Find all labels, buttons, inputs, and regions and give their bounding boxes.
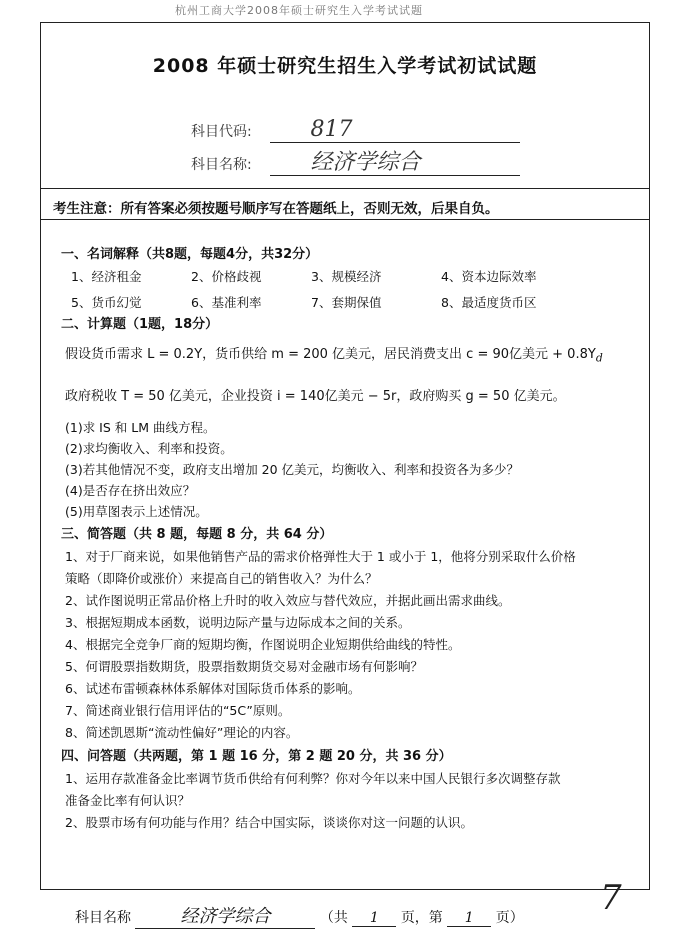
list-item: 4、根据完全竞争厂商的短期均衡，作图说明企业短期供给曲线的特性。 [65, 637, 461, 652]
list-item: 6、试述布雷顿森林体系解体对国际货币体系的影响。 [65, 681, 361, 696]
list-item: 策略（即降价或涨价）来提高自己的销售收入？为什么？ [65, 571, 378, 586]
page-footer [75, 902, 524, 929]
section-heading-1: 一、名词解释（共8题，每题4分，共32分） [61, 247, 319, 262]
list-item: 2、试作图说明正常品价格上升时的收入效应与替代效应，并据此画出需求曲线。 [65, 593, 511, 608]
footer-subject-name: 经济学综合 [135, 902, 315, 929]
margin-handwritten-mark: 7 [600, 878, 622, 918]
page-title: 2008 年硕士研究生招生入学考试初试试题 [152, 55, 538, 77]
footer-suffix: 页） [495, 910, 524, 926]
list-item: 3、规模经济 [311, 269, 382, 284]
subject-name-row [191, 151, 520, 176]
list-item: 2、股票市场有何功能与作用？结合中国实际，谈谈你对这一问题的认识。 [65, 815, 473, 830]
list-item: 7、套期保值 [311, 295, 382, 310]
section-heading-4: 四、问答题（共两题，第 1 题 16 分，第 2 题 20 分，共 36 分） [61, 749, 452, 764]
list-item: 6、基准利率 [191, 295, 262, 310]
footer-total-pages: 1 [352, 910, 396, 927]
section-heading-2: 二、计算题（1题，18分） [61, 317, 219, 332]
list-item: (3)若其他情况不变，政府支出增加 20 亿美元，均衡收入、利率和投资各为多少？ [65, 462, 520, 477]
list-item: 1、经济租金 [71, 269, 142, 284]
list-item: (4)是否存在挤出效应？ [65, 483, 196, 498]
divider [41, 188, 649, 189]
footer-subject-label: 科目名称 [75, 910, 131, 926]
footer-mid: 页，第 [400, 910, 443, 926]
term-list [71, 267, 631, 311]
list-item: 1、对于厂商来说，如果他销售产品的需求价格弹性大于 1 或小于 1，他将分别采取什么价格 [65, 549, 576, 564]
list-item: 8、最适度货币区 [441, 295, 537, 310]
top-note: 杭州工商大学2008年硕士研究生入学考试试题 [175, 4, 423, 17]
calc-premise-1-subscript: d [595, 351, 603, 365]
calc-premise-1 [65, 343, 603, 365]
calc-premise-2: 政府税收 T = 50 亿美元，企业投资 i = 140亿美元 − 5r，政府购买 g = 50 亿美元。 [65, 389, 566, 404]
list-item: 7、简述商业银行信用评估的“5C”原则。 [65, 703, 291, 718]
exam-paper [40, 22, 650, 890]
list-item: (5)用草图表示上述情况。 [65, 504, 208, 519]
list-item: 5、何谓股票指数期货，股票指数期货交易对金融市场有何影响？ [65, 659, 423, 674]
list-item: 8、简述凯恩斯“流动性偏好”理论的内容。 [65, 725, 299, 740]
calc-premise-1-text: 假设货币需求 L = 0.2Y，货币供给 m = 200 亿美元，居民消费支出 c = 90亿美元 + 0.8Y [65, 347, 596, 362]
list-item: (1)求 IS 和 LM 曲线方程。 [65, 420, 216, 435]
list-item: 准备金比率有何认识？ [65, 793, 191, 808]
list-item: 5、货币幻觉 [71, 295, 142, 310]
subject-name-label: 科目名称: [191, 157, 252, 173]
subject-name-value: 经济学综合 [270, 151, 520, 176]
list-item: 2、价格歧视 [191, 269, 262, 284]
section-heading-3: 三、简答题（共 8 题，每题 8 分，共 64 分） [61, 527, 333, 542]
list-item: 1、运用存款准备金比率调节货币供给有何利弊？你对今年以来中国人民银行多次调整存款 [65, 771, 561, 786]
subject-code-row [191, 118, 520, 143]
exam-notice: 考生注意：所有答案必须按题号顺序写在答题纸上，否则无效，后果自负。 [53, 201, 499, 217]
footer-current-page: 1 [447, 910, 491, 927]
subject-code-label: 科目代码: [191, 124, 252, 140]
divider [41, 219, 649, 220]
footer-total-prefix: （共 [319, 910, 348, 926]
list-item: 4、资本边际效率 [441, 269, 537, 284]
subject-code-value: 817 [270, 118, 520, 143]
list-item: 3、根据短期成本函数，说明边际产量与边际成本之间的关系。 [65, 615, 411, 630]
list-item: (2)求均衡收入、利率和投资。 [65, 441, 233, 456]
